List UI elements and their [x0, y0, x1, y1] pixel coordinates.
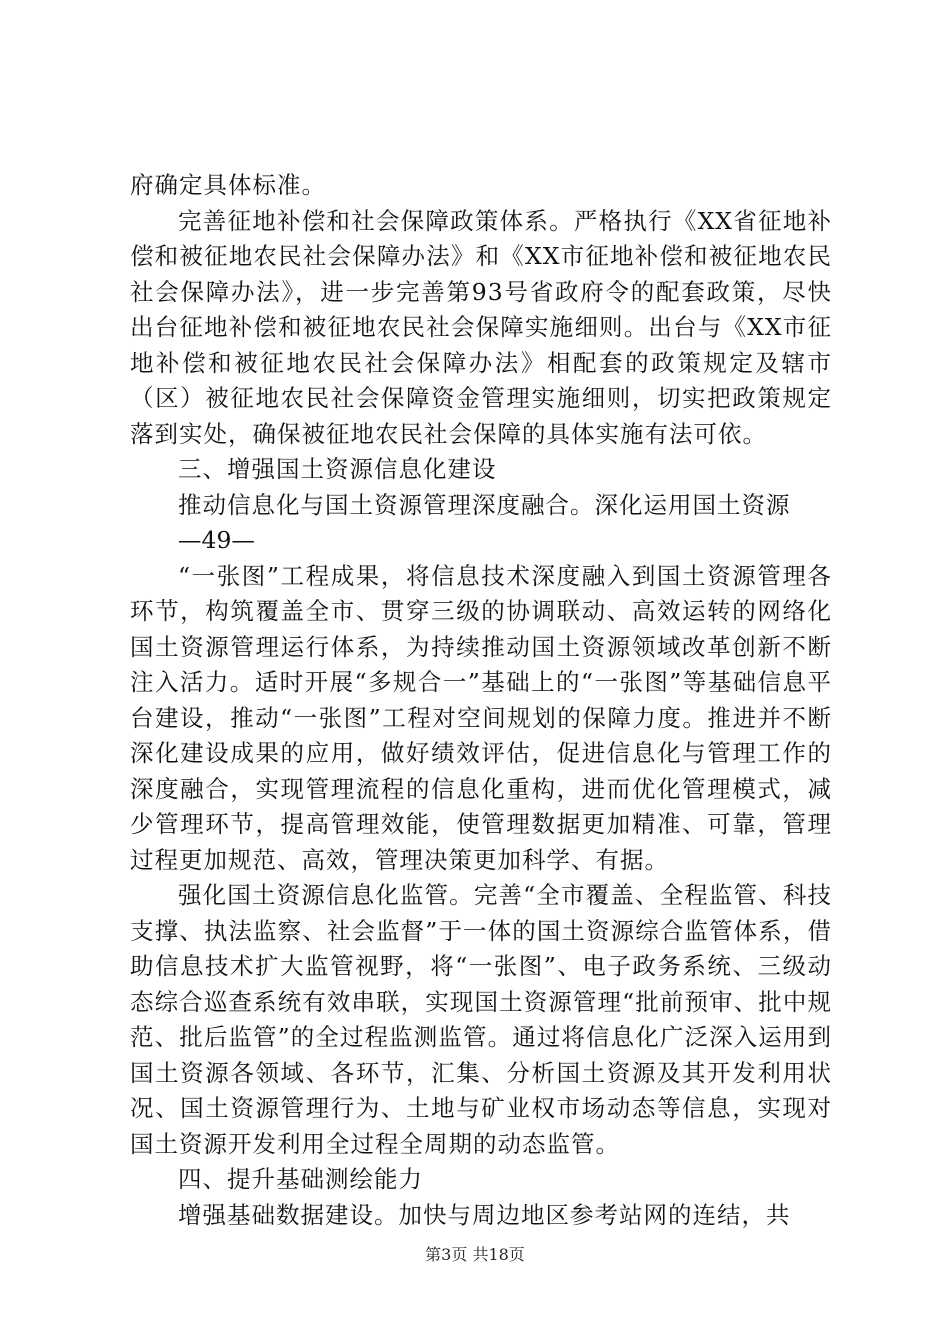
paragraph-land-compensation-policy: 完善征地补偿和社会保障政策体系。严格执行《XX省征地补偿和被征地农民社会保障办法》和《XX市征地补偿和被征地农民社会保障办法》，进一步完善第93号省政府令的配套政策，尽快出台征地补偿和被征地农民社会保障实施细则。出台与《XX市征地补偿和被征地农民社会保障办法》相配套的政策规定及辖市（区）被征地农民社会保障资金管理实施细则，切实把政策规定落到实处，确保被征地农民社会保障的具体实施有法可依。 — [130, 206, 832, 448]
paragraph-basic-data: 增强基础数据建设。加快与周边地区参考站网的连结，共 — [178, 1200, 791, 1229]
page-footer: 第3页 共18页 — [425, 1245, 525, 1264]
document-body — [130, 168, 832, 1233]
paragraph-continuation: 府确定具体标准。 — [130, 171, 326, 199]
inline-page-number: —49— — [178, 526, 255, 554]
paragraph-one-map-project: “一张图”工程成果，将信息技术深度融入到国土资源管理各环节，构筑覆盖全市、贯穿三级的协调联动、高效运转的网络化国土资源管理运行体系，为持续推动国土资源领域改革创新不断注入活力。适时开展“多规合一”基础上的“一张图”等基础信息平台建设，推动“一张图”工程对空间规划的保障力度。推进并不断深化建设成果的应用，做好绩效评估，促进信息化与管理工作的深度融合，实现管理流程的信息化重构，进而优化管理模式，减少管理环节，提高管理效能，使管理数据更加精准、可靠，管理过程更加规范、高效，管理决策更加科学、有据。 — [130, 561, 832, 874]
section-heading-4: 四、提升基础测绘能力 — [178, 1165, 423, 1193]
section-heading-3: 三、增强国土资源信息化建设 — [178, 455, 497, 483]
paragraph-informatization-supervision: 强化国土资源信息化监管。完善“全市覆盖、全程监管、科技支撑、执法监察、社会监督”于一体的国土资源综合监管体系，借助信息技术扩大监管视野，将“一张图”、电子政务系统、三级动态综合巡查系统有效串联，实现国土资源管理“批前预审、批中规范、批后监管”的全过程监测监管。通过将信息化广泛深入运用到国土资源各领域、各环节，汇集、分析国土资源及其开发利用状况、国土资源管理行为、土地与矿业权市场动态等信息，实现对国土资源开发利用全过程全周期的动态监管。 — [130, 881, 832, 1158]
paragraph-informatization-integration: 推动信息化与国土资源管理深度融合。深化运用国土资源 — [178, 490, 791, 519]
